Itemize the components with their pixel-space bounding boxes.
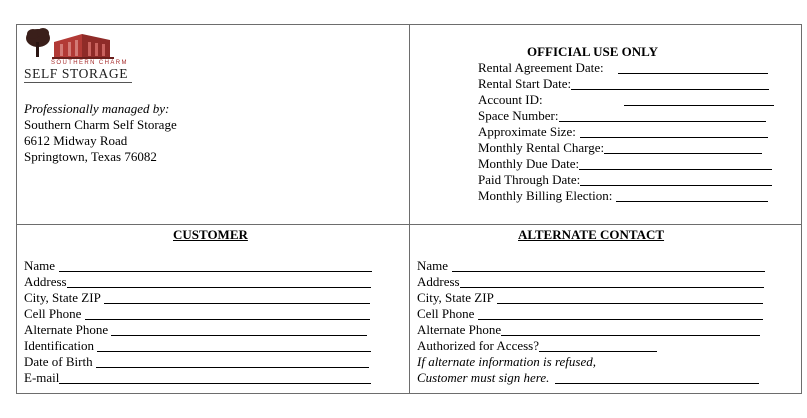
field-label: Monthly Due Date:	[478, 156, 580, 171]
logo-small-text: SOUTHERN CHARM	[51, 60, 128, 66]
alternate-contact-heading: ALTERNATE CONTACT	[518, 227, 665, 242]
customer-identification-field[interactable]	[97, 339, 371, 352]
section-divider	[16, 224, 802, 225]
authorized-for-access-field[interactable]	[539, 339, 657, 352]
bottom-border	[16, 393, 802, 394]
alternate-city-field[interactable]	[497, 291, 763, 304]
customer-signature-field[interactable]	[555, 371, 759, 384]
customer-cell-phone-row	[24, 306, 370, 322]
field-label: Approximate Size:	[478, 124, 576, 139]
monthly-due-date-field[interactable]	[579, 157, 772, 170]
approximate-size-row	[478, 124, 768, 140]
field-label: City, State ZIP	[24, 290, 101, 305]
rental-agreement-date-row	[478, 60, 768, 76]
field-label: City, State ZIP	[417, 290, 494, 305]
company-logo	[24, 24, 136, 86]
alternate-address-field[interactable]	[460, 275, 764, 288]
column-divider	[409, 24, 410, 394]
rental-agreement-date-field[interactable]	[618, 61, 768, 74]
field-label: Identification	[24, 338, 95, 353]
alternate-alternate-phone-row	[417, 322, 760, 338]
customer-alternate-phone-row	[24, 322, 367, 338]
space-number-row	[478, 108, 766, 124]
customer-heading: CUSTOMER	[173, 227, 248, 242]
paid-through-date-field[interactable]	[580, 173, 772, 186]
tree-icon	[24, 24, 136, 64]
alternate-cell-phone-row	[417, 306, 763, 322]
company-street: 6612 Midway Road	[24, 133, 128, 148]
company-name: Southern Charm Self Storage	[24, 117, 177, 132]
logo-main-text: SELF STORAGE	[24, 66, 129, 81]
customer-address-field[interactable]	[67, 275, 371, 288]
account-id-row	[478, 92, 774, 108]
signature-label: Customer must sign here.	[417, 370, 550, 385]
field-label: Rental Agreement Date:	[478, 60, 604, 75]
field-label: Paid Through Date:	[478, 172, 581, 187]
alternate-city-row	[417, 290, 763, 306]
field-label: Alternate Phone	[24, 322, 109, 337]
monthly-billing-election-field[interactable]	[616, 189, 768, 202]
customer-email-row	[24, 370, 371, 386]
space-number-field[interactable]	[559, 109, 766, 122]
customer-name-row	[24, 258, 372, 274]
company-city: Springtown, Texas 76082	[24, 149, 157, 164]
customer-name-field[interactable]	[59, 259, 372, 272]
field-label: Rental Start Date:	[478, 76, 572, 91]
customer-alternate-phone-field[interactable]	[111, 323, 367, 336]
customer-identification-row	[24, 338, 371, 354]
authorized-for-access-row	[417, 338, 657, 354]
alternate-name-row	[417, 258, 765, 274]
customer-city-field[interactable]	[104, 291, 370, 304]
customer-signature-row	[417, 370, 759, 386]
official-use-heading: OFFICIAL USE ONLY	[527, 44, 658, 59]
customer-city-row	[24, 290, 370, 306]
monthly-due-date-row	[478, 156, 772, 172]
customer-dob-field[interactable]	[96, 355, 369, 368]
managed-by-label: Professionally managed by:	[24, 101, 170, 116]
field-label: Name	[24, 258, 56, 273]
field-label: Monthly Billing Election:	[478, 188, 613, 203]
refused-notice: If alternate information is refused,	[417, 354, 596, 369]
logo-rule	[24, 82, 132, 83]
field-label: Address	[24, 274, 67, 289]
account-id-field[interactable]	[624, 93, 774, 106]
field-label: Cell Phone	[24, 306, 82, 321]
monthly-rental-charge-row	[478, 140, 762, 156]
monthly-rental-charge-field[interactable]	[604, 141, 762, 154]
field-label: Authorized for Access?	[417, 338, 540, 353]
alternate-address-row	[417, 274, 764, 290]
field-label: Alternate Phone	[417, 322, 502, 337]
customer-email-field[interactable]	[59, 371, 371, 384]
alternate-name-field[interactable]	[452, 259, 765, 272]
field-label: Date of Birth	[24, 354, 93, 369]
paid-through-date-row	[478, 172, 772, 188]
rental-start-date-field[interactable]	[571, 77, 769, 90]
field-label: Cell Phone	[417, 306, 475, 321]
field-label: Address	[417, 274, 460, 289]
field-label: Space Number:	[478, 108, 559, 123]
field-label: Account ID:	[478, 92, 543, 107]
monthly-billing-election-row	[478, 188, 768, 204]
approximate-size-field[interactable]	[580, 125, 768, 138]
field-label: Name	[417, 258, 449, 273]
alternate-cell-phone-field[interactable]	[478, 307, 763, 320]
customer-address-row	[24, 274, 371, 290]
field-label: Monthly Rental Charge:	[478, 140, 605, 155]
alternate-alternate-phone-field[interactable]	[501, 323, 760, 336]
customer-cell-phone-field[interactable]	[85, 307, 370, 320]
rental-start-date-row	[478, 76, 769, 92]
field-label: E-mail	[24, 370, 60, 385]
customer-dob-row	[24, 354, 369, 370]
